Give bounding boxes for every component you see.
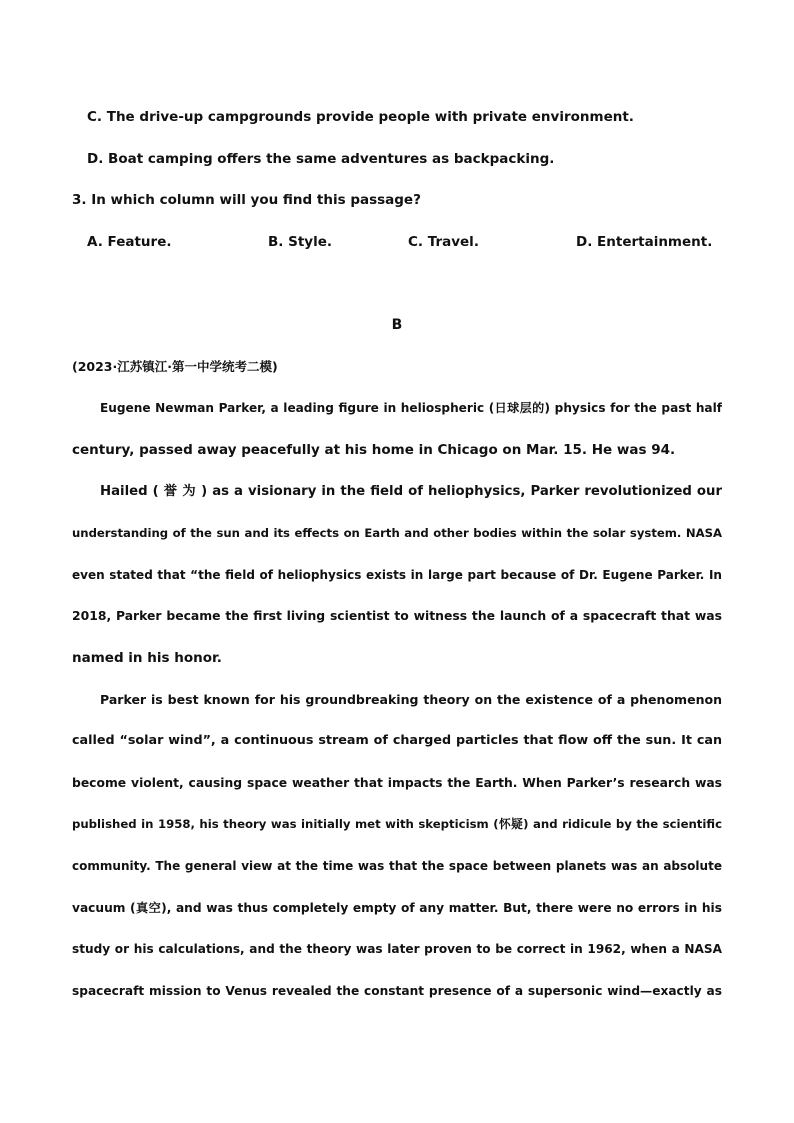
paragraph-line: spacecraft mission to Venus revealed the constant presence of a supersonic wind—exactly as	[72, 984, 722, 998]
q3-option-c: C. Travel.	[408, 234, 479, 250]
q2-option-d: D. Boat camping offers the same adventures as backpacking.	[87, 151, 555, 167]
q3-option-a: A. Feature.	[87, 234, 172, 250]
q3-stem: 3. In which column will you find this passage?	[72, 192, 421, 208]
paragraph-line: vacuum (真空), and was thus completely empty of any matter. But, there were no errors in his	[72, 901, 722, 915]
paragraph-line: community. The general view at the time was that the space between planets was an absolute	[72, 859, 722, 873]
paragraph-line: named in his honor.	[72, 650, 222, 666]
paragraph-line: become violent, causing space weather that impacts the Earth. When Parker’s research was	[72, 776, 722, 790]
paragraph-line: understanding of the sun and its effects on Earth and other bodies within the solar system. NASA	[72, 526, 722, 540]
section-heading: B	[391, 317, 403, 333]
paragraph-line: Hailed ( 誉 为 ) as a visionary in the field of heliophysics, Parker revolutionized our	[100, 484, 722, 499]
section-source: (2023·江苏镇江·第一中学统考二模)	[72, 359, 278, 374]
paragraph-line: century, passed away peacefully at his home in Chicago on Mar. 15. He was 94.	[72, 442, 676, 458]
paragraph-line: called “solar wind”, a continuous stream of charged particles that flow off the sun. It can	[72, 733, 722, 748]
paragraph-line: published in 1958, his theory was initially met with skepticism (怀疑) and ridicule by the scientific	[72, 817, 722, 831]
q2-option-c: C. The drive-up campgrounds provide people with private environment.	[87, 109, 634, 125]
q3-option-b: B. Style.	[268, 234, 333, 250]
paragraph-line: 2018, Parker became the first living scientist to witness the launch of a spacecraft that was	[72, 608, 722, 623]
paragraph-line: study or his calculations, and the theory was later proven to be correct in 1962, when a NASA	[72, 942, 722, 956]
paragraph-line: even stated that “the field of heliophysics exists in large part because of Dr. Eugene Parker. In	[72, 568, 722, 582]
q3-option-d: D. Entertainment.	[576, 234, 713, 250]
paragraph-line: Parker is best known for his groundbreaking theory on the existence of a phenomenon	[100, 692, 722, 707]
paragraph-line: Eugene Newman Parker, a leading figure in heliospheric (日球层的) physics for the past half	[100, 401, 722, 415]
